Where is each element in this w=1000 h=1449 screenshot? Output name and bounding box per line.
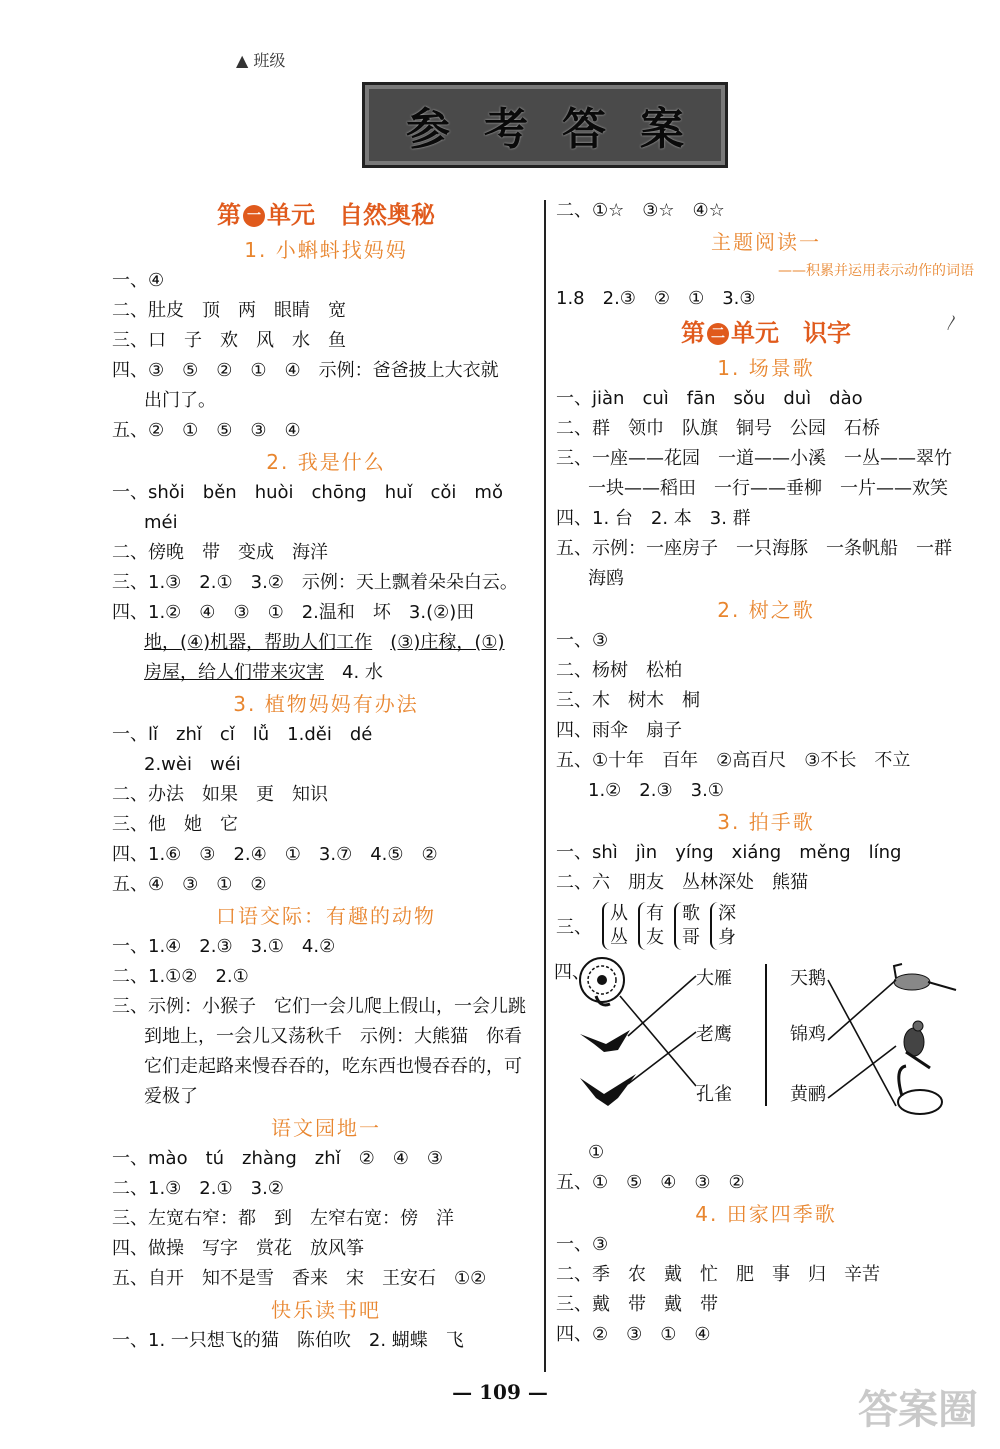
match-word: 黄鹂 bbox=[790, 1084, 826, 1105]
right-column bbox=[556, 196, 976, 1350]
answer-line: 四、② ③ ① ④ bbox=[556, 1324, 711, 1345]
answer-line: 三、左宽右窄：都 到 左窄右宽：傍 洋 bbox=[112, 1208, 454, 1229]
page-number: — 109 — bbox=[452, 1380, 548, 1404]
answer-line: 一、shì jìn yíng xiáng měng líng bbox=[556, 842, 902, 863]
answer-line: 一、mào tú zhàng zhǐ ② ④ ③ bbox=[112, 1148, 444, 1169]
answer-line: 二、群 领巾 队旗 铜号 公园 石桥 bbox=[556, 418, 880, 439]
answer-line: 一、③ bbox=[556, 1234, 609, 1255]
answer-line: 五、① ⑤ ④ ③ ② bbox=[556, 1172, 745, 1193]
lesson-title: 3. 拍手歌 bbox=[717, 810, 815, 834]
lesson-title: 口语交际：有趣的动物 bbox=[216, 904, 436, 928]
pheasant-icon bbox=[904, 1021, 930, 1068]
answer-line: 四、③ ⑤ ② ① ④ 示例：爸爸披上大衣就 bbox=[112, 360, 499, 381]
answer-line: 出门了。 bbox=[144, 390, 216, 411]
goose-icon bbox=[894, 964, 956, 990]
answer-line: 四、1.⑥ ③ 2.④ ① 3.⑦ 4.⑤ ② bbox=[112, 844, 438, 865]
match-word: 老鹰 bbox=[696, 1024, 732, 1045]
margin-mark: 〳 bbox=[944, 313, 961, 332]
brace-pairs: 三、 从 丛 有 友 歌 哥 深 身 bbox=[556, 903, 736, 948]
answer-line: 四、1. 台 2. 本 3. 群 bbox=[556, 508, 751, 529]
column-divider bbox=[544, 200, 546, 1372]
answer-line: 四、做操 写字 赏花 放风筝 bbox=[112, 1238, 364, 1259]
answer-line: 三、木 树木 桐 bbox=[556, 690, 700, 711]
lesson-title: 4. 田家四季歌 bbox=[695, 1202, 837, 1226]
answer-line: 三、示例：小猴子 它们一会儿爬上假山，一会儿跳 bbox=[112, 996, 526, 1017]
answer-line: 二、六 朋友 丛林深处 熊猫 bbox=[556, 872, 808, 893]
unit-heading-1: 第 一 单元 自然奥秘 bbox=[217, 201, 435, 229]
answer-line: 1.② 2.③ 3.① bbox=[588, 780, 724, 801]
answer-line: 爱极了 bbox=[144, 1086, 198, 1107]
answer-line: 一、④ bbox=[112, 270, 165, 291]
answer-line: 四、雨伞 扇子 bbox=[556, 720, 682, 741]
answer-line: 二、傍晚 带 变成 海洋 bbox=[112, 542, 328, 563]
answer-line: 二、1.①② 2.① bbox=[112, 966, 249, 987]
answer-line: 五、①十年 百年 ②高百尺 ③不长 不立 bbox=[556, 750, 911, 771]
answer-line: 地，(④)机器，帮助人们工作 (③)庄稼，(①) bbox=[144, 632, 505, 653]
eagle-icon bbox=[580, 1030, 630, 1052]
answer-line: 1.8 2.③ ② ① 3.③ bbox=[556, 288, 756, 309]
answer-line: 三、一座——花园 一道——小溪 一丛——翠竹 bbox=[556, 448, 952, 469]
bird-matching-exercise bbox=[556, 956, 976, 1138]
answer-line: 到地上，一会儿又荡秋千 示例：大熊猫 你看 bbox=[144, 1026, 522, 1047]
answer-line: méi bbox=[144, 512, 178, 533]
lesson-title: 2. 我是什么 bbox=[266, 450, 386, 474]
answer-line: 二、季 农 戴 忙 肥 事 归 辛苦 bbox=[556, 1264, 880, 1285]
lesson-title: 1. 场景歌 bbox=[717, 356, 815, 380]
corner-mark: ▲ 班级 bbox=[236, 51, 286, 70]
answer-line: 二、肚皮 顶 两 眼睛 宽 bbox=[112, 300, 346, 321]
answer-line: 五、自开 知不是雪 香来 宋 王安石 ①② bbox=[112, 1268, 487, 1289]
answer-line: 海鸥 bbox=[588, 568, 624, 589]
answer-line: 房屋，给人们带来灾害 4. 水 bbox=[144, 662, 383, 683]
answer-line: 2.wèi wéi bbox=[144, 754, 241, 775]
answer-line: 它们走起路来慢吞吞的，吃东西也慢吞吞的，可 bbox=[144, 1056, 522, 1077]
matching-lines bbox=[556, 956, 966, 1138]
answer-line: 一、1.④ 2.③ 3.① 4.② bbox=[112, 936, 336, 957]
lesson-subtitle: ——积累并运用表示动作的词语 bbox=[778, 263, 974, 279]
match-word: 锦鸡 bbox=[790, 1024, 826, 1045]
brace-pair: 有 友 bbox=[638, 902, 664, 950]
match-word: 天鹅 bbox=[790, 968, 826, 989]
match-word: 孔雀 bbox=[696, 1084, 732, 1105]
watermark-logo: 答案圈 bbox=[858, 1387, 978, 1433]
lesson-title: 主题阅读一 bbox=[711, 230, 821, 254]
lesson-title: 3. 植物妈妈有办法 bbox=[233, 692, 419, 716]
answer-line: 二、①☆ ③☆ ④☆ bbox=[556, 200, 725, 221]
answer-line: 二、办法 如果 更 知识 bbox=[112, 784, 328, 805]
unit-heading-2: 第 二 单元 识字 bbox=[681, 319, 851, 347]
answer-line: 一块——稻田 一行——垂柳 一片——欢笑 bbox=[588, 478, 948, 499]
match-prefix: 四、 bbox=[554, 962, 590, 983]
brace-pair: 从 丛 bbox=[602, 902, 628, 950]
eagle-icon bbox=[580, 1074, 636, 1106]
answer-key-banner bbox=[362, 82, 728, 168]
match-word: 大雁 bbox=[696, 968, 732, 989]
answer-line: 一、shǒi běn huòi chōng huǐ cǒi mǒ bbox=[112, 482, 503, 503]
answer-line: 一、③ bbox=[556, 630, 609, 651]
answer-line: 五、② ① ⑤ ③ ④ bbox=[112, 420, 301, 441]
answer-line: 三、他 她 它 bbox=[112, 814, 238, 835]
answer-line: 一、jiàn cuì fān sǒu duì dào bbox=[556, 388, 863, 409]
answer-line: 五、示例：一座房子 一只海豚 一条帆船 一群 bbox=[556, 538, 952, 559]
answer-line: 一、lǐ zhǐ cǐ lǚ 1.děi dé bbox=[112, 724, 373, 745]
brace-pair: 歌 哥 bbox=[674, 902, 700, 950]
answer-line: 一、1. 一只想飞的猫 陈伯吹 2. 蝴蝶 飞 bbox=[112, 1330, 464, 1351]
swan-icon bbox=[898, 1066, 942, 1114]
answer-line: 三、口 子 欢 风 水 鱼 bbox=[112, 330, 346, 351]
brace-pair: 深 身 bbox=[710, 902, 736, 950]
answer-line: 五、④ ③ ① ② bbox=[112, 874, 267, 895]
lesson-title: 1. 小蝌蚪找妈妈 bbox=[244, 238, 408, 262]
answer-line: 二、杨树 松柏 bbox=[556, 660, 682, 681]
answer-line: ① bbox=[588, 1142, 605, 1163]
answer-line: 二、1.③ 2.① 3.② bbox=[112, 1178, 284, 1199]
lesson-title: 语文园地一 bbox=[271, 1116, 381, 1140]
lesson-title: 快乐读书吧 bbox=[271, 1298, 381, 1322]
answer-line: 四、1.② ④ ③ ① 2.温和 坏 3.(②)田 bbox=[112, 602, 475, 623]
page-title: 参考答案 bbox=[406, 104, 718, 155]
answer-line: 三、1.③ 2.① 3.② 示例：天上飘着朵朵白云。 bbox=[112, 572, 518, 593]
lesson-title: 2. 树之歌 bbox=[717, 598, 815, 622]
left-column bbox=[112, 196, 540, 1356]
answer-line: 三、戴 带 戴 带 bbox=[556, 1294, 718, 1315]
